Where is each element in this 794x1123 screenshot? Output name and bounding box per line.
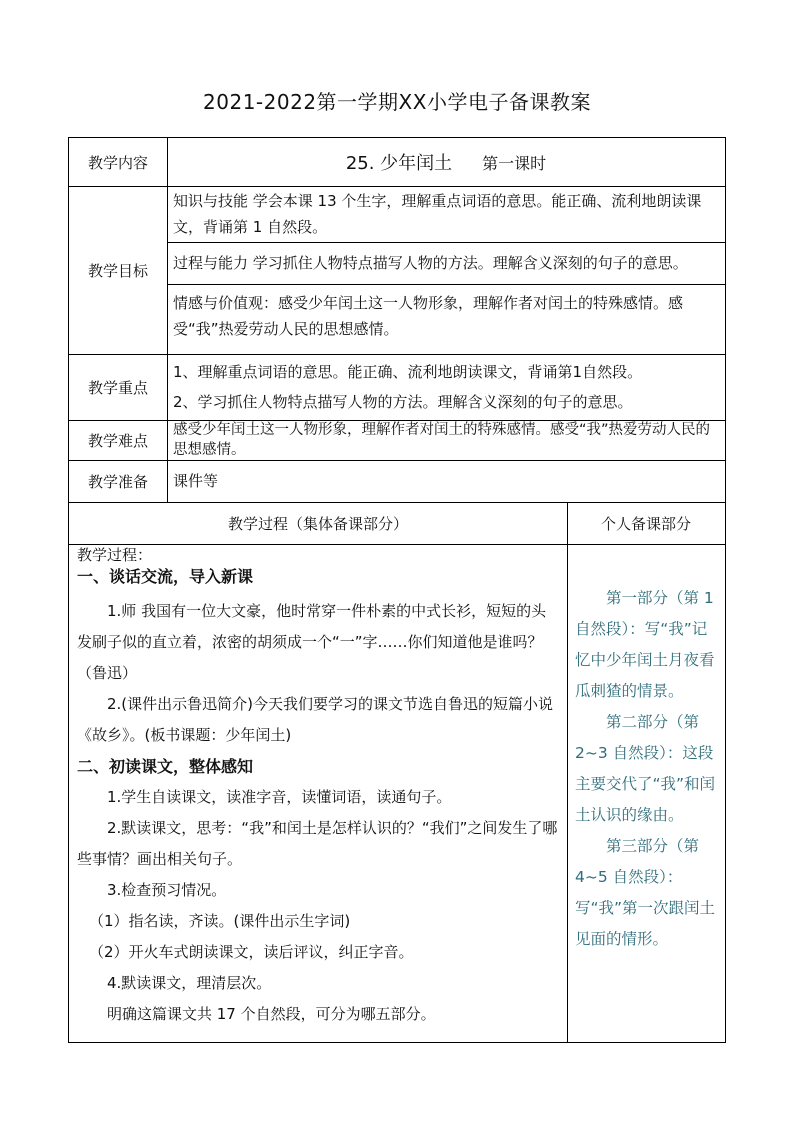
section-2-paragraph-7: 明确这篇课文共 17 个自然段，可分为哪五部分。: [107, 1005, 436, 1023]
key-points-label: 教学重点: [87, 378, 148, 397]
key-point-1: 1、理解重点词语的意思。能正确、流利地朗读课文，背诵第1自然段。: [173, 363, 643, 381]
difficulty-text: 感受少年闰土这一人物形象，理解作者对闰土的特殊感情。感受“我”热爱劳动人民的思想感情。: [173, 422, 711, 458]
section-1-title: 一、谈话交流，导入新课: [77, 567, 254, 586]
document-title: 2021-2022第一学期XX小学电子备课教案: [203, 90, 591, 114]
goal-knowledge: 知识与技能 学会本课 13 个生字，理解重点词语的意思。能正确、流利地朗读课文，背诵第 1 自然段。: [173, 192, 702, 236]
section-2-paragraph-4: （1）指名读，齐读。(课件出示生字词): [89, 912, 351, 930]
process-intro: 教学过程：: [77, 546, 153, 564]
goal-process: 过程与能力 学习抓住人物特点描写人物的方法。理解含义深刻的句子的意思。: [173, 254, 688, 272]
section-2-paragraph-3: 3.检查预习情况。: [107, 881, 227, 899]
process-body: [69, 546, 567, 1042]
goals-label: 教学目标: [87, 261, 148, 280]
personal-notes: [567, 583, 725, 1023]
personal-header: 个人备课部分: [600, 514, 691, 533]
section-1-paragraph-2: 2.(课件出示鲁迅简介)今天我们要学习的课文节选自鲁迅的短篇小说《故乡》。(板书课题：少年闰土): [77, 695, 554, 744]
note-part-1: 第一部分（第 1 自然段）：写“我”记忆中少年闰土月夜看瓜刺猹的情景。: [575, 589, 715, 700]
lesson-title: 25. 少年闰土: [345, 153, 453, 174]
section-2-paragraph-2: 2.默读课文，思考：“我”和闰土是怎样认识的？“我们”之间发生了哪些事情？画出相关句子。: [77, 819, 558, 868]
section-1-paragraph-1: 1.师 我国有一位大文豪，他时常穿一件朴素的中式长衫，短短的头发刷子似的直立着，浓密的胡须成一个“一”字……你们知道他是谁吗？（鲁迅）: [77, 602, 547, 682]
section-2-paragraph-1: 1.学生自读课文，读准字音，读懂词语，读通句子。: [107, 788, 452, 806]
note-part-2: 第二部分（第 2~3 自然段）：这段主要交代了“我”和闰土认识的缘由。: [575, 713, 716, 824]
lesson-period: 第一课时: [482, 153, 547, 173]
lesson-plan-table: [68, 137, 726, 1043]
content-label: 教学内容: [87, 153, 148, 172]
note-part-3: 第三部分（第 4~5 自然段）：写“我”第一次跟闰土见面的情形。: [575, 837, 716, 948]
section-2-paragraph-5: （2）开火车式朗读课文，读后评议，纠正字音。: [89, 943, 414, 961]
section-2-title: 二、初读课文，整体感知: [77, 757, 254, 776]
goal-emotion: 情感与价值观：感受少年闰土这一人物形象，理解作者对闰土的特殊感情。感受“我”热爱劳动人民的思想感情。: [173, 294, 684, 338]
process-header: 教学过程（集体备课部分）: [227, 514, 408, 533]
difficulty-label: 教学难点: [87, 431, 148, 450]
prep-text: 课件等: [173, 472, 219, 490]
prep-label: 教学准备: [87, 472, 148, 491]
lesson-heading: [167, 138, 725, 186]
key-point-2: 2、学习抓住人物特点描写人物的方法。理解含义深刻的句子的意思。: [173, 393, 633, 411]
section-2-paragraph-6: 4.默读课文，理清层次。: [107, 974, 272, 992]
